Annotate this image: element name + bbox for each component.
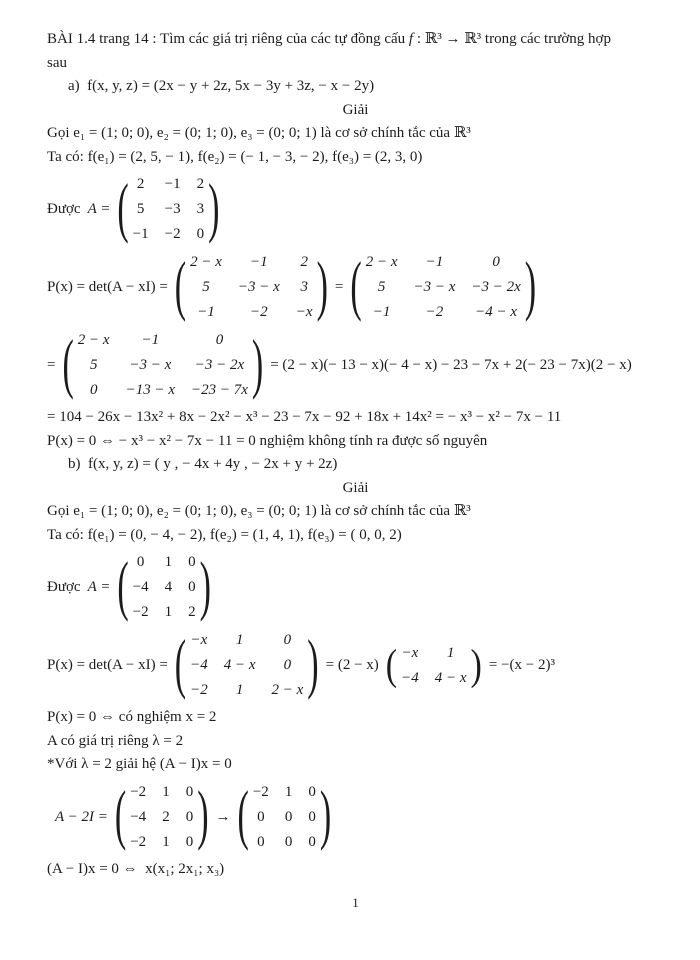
item-label-a: a) [68,78,80,94]
matrix-a-minus-2i [115,780,209,855]
matrix-cell: −2 [252,783,269,800]
matrix-cell: 0 [136,554,145,570]
matrix-cell: 2 − x [271,682,304,698]
matrix-cell: −3 − x [237,279,280,295]
result-expression-b: = −(x − 2)³ [488,657,555,673]
matrix-cell: 4 − x [223,657,256,673]
matrix-cell: 5 [377,279,386,295]
left-paren-icon: ( [385,641,398,689]
matrix-cell: −4 − x [475,304,518,320]
right-paren-icon: ) [319,779,332,853]
conclusion-line-a: P(x) = 0 ⇔ − x³ − x² − 7x − 11 = 0 nghiệm không tính ra được số nguyên [47,432,488,449]
char-poly-expansion-a [47,328,664,403]
expansion-expression-a: = (2 − x)(− 13 − x)(− 4 − x) − 23 − 7x + 2(− 23 − 7x)(2 − x) [270,357,632,373]
matrix-cell: 0 [284,808,293,825]
factor-expression-b: = (2 − x) [325,657,379,673]
function-def-a: f(x, y, z) = (2x − y + 2z, 5x − 3y + 3z, − x − 2y) [87,78,375,94]
left-paren-icon: ( [350,250,362,323]
char-poly-label-a: P(x) = det(A − xI) = [47,279,168,295]
matrix-column-reduced [350,250,536,325]
matrix-grid [129,550,200,625]
matrix-cell: 0 [257,808,265,825]
matrix-grid [249,780,320,855]
matrix-cell: 0 [308,833,316,850]
matrix-grid [362,250,525,325]
char-poly-equation-b [47,628,664,703]
matrix-symbol-a: A = [87,201,111,217]
matrix-cell: 2 [188,604,196,620]
matrix-cell: 0 [188,579,196,595]
left-paren-icon: ( [117,550,129,623]
left-paren-icon: ( [174,628,187,701]
matrix-cell: 0 [284,833,293,850]
matrix-cell: −2 [425,304,444,320]
right-paren-icon: ) [251,328,264,401]
page-number: 1 [352,895,359,910]
title-mapping: : ℝ³ → ℝ³ [413,31,485,47]
matrix-cell: 1 [162,783,170,800]
matrix-cell: −13 − x [125,382,175,398]
matrix-cell: −2 [132,604,149,620]
matrix-cell: −2 [130,783,147,800]
matrix-cell: −3 [164,201,181,217]
matrix-minor-2x2 [386,641,482,691]
matrix-cell: 0 [185,808,194,825]
duoc-label-a: Được [47,201,81,217]
matrix-grid [74,328,252,403]
equals-sign: = [334,279,344,295]
solution-line-b: (A − I)x = 0 ⇔ x(x₁; 2x₁; x₃) [47,860,225,877]
matrix-cell: −4 [130,808,147,825]
left-paren-icon: ( [62,328,74,401]
matrix-cell: 3 [300,279,308,295]
left-paren-icon: ( [114,779,127,853]
matrix-cell: 0 [215,332,224,348]
solution-heading-a: Giải [342,101,369,118]
a-minus-2i-symbol: A − 2I = [55,808,108,825]
matrix-cell: 1 [162,833,170,850]
matrix-cell: −23 − 7x [190,382,248,398]
row-reduction-equation-b [47,780,664,855]
matrix-cell: 1 [164,554,173,570]
matrix-cell: −2 [190,682,208,698]
solution-heading-b: Giải [342,479,369,496]
matrix-cell: −1 [141,332,160,348]
problem-title [47,28,664,52]
root-line-b: P(x) = 0 ⇔ có nghiệm x = 2 [47,709,217,725]
matrix-grid [126,780,197,855]
matrix-cell: 1 [235,632,244,648]
matrix-cell: 0 [492,254,500,270]
poly-simplify-line-a: = 104 − 26x − 13x² + 8x − 2x² − x³ − 23 − 7x − 92 + 18x + 14x² = − x³ − x² − 7x − 11 [47,409,562,425]
basis-line-a: Gọi e₁ = (1; 0; 0), e₂ = (0; 1; 0), e₃ = (0; 0; 1) là cơ sở chính tắc của ℝ³ [47,125,471,141]
left-paren-icon: ( [174,250,187,323]
left-paren-icon: ( [237,779,249,853]
matrix-cell: −1 [197,304,215,320]
matrix-cell: −2 [250,304,268,320]
matrix-symbol-b: A = [87,579,111,595]
matrix-cell: 4 [164,579,173,595]
matrix-cell: 2 − x [77,332,110,348]
matrix-cell: −3 − x [129,357,172,373]
part-a-statement [47,75,664,99]
matrix-a-equation-b [47,550,664,625]
with-lambda-line-b: *Với λ = 2 giải hệ (A − I)x = 0 [47,756,232,772]
matrix-cell: 0 [185,833,194,850]
matrix-cell: 0 [283,632,292,648]
matrix-cell: −1 [164,176,181,192]
right-paren-icon: ) [208,172,220,245]
item-label-b: b) [68,456,81,472]
matrix-cell: −2 [164,226,181,242]
matrix-cell: 4 − x [434,669,467,686]
title-text-cont: trong các trường hợp [484,31,611,47]
matrix-cell: −1 [425,254,444,270]
matrix-cell: 0 [283,657,292,673]
equals-sign: = [47,357,56,373]
part-b-statement [47,453,664,477]
matrix-cell: 3 [196,201,205,217]
matrix-cell: −4 [190,657,208,673]
char-poly-label-b: P(x) = det(A − xI) = [47,657,168,673]
matrix-cell: −4 [132,579,149,595]
right-paren-icon: ) [199,550,211,623]
matrix-cell: 2 − x [365,254,398,270]
matrix-row-echelon [238,780,332,855]
title-function-symbol: f [408,31,414,47]
matrix-cell: 5 [202,279,210,295]
right-paren-icon: ) [316,250,328,323]
matrix-cell: 0 [188,554,196,570]
right-paren-icon: ) [197,779,209,853]
matrix-cell: 2 [300,254,308,270]
left-paren-icon: ( [117,172,129,245]
matrix-grid [129,172,208,247]
title-continuation: sau [47,54,67,71]
matrix-a [117,172,219,247]
images-line-a: Ta có: f(e₁) = (2, 5, − 1), f(e₂) = (− 1, − 3, − 2), f(e₃) = (2, 3, 0) [47,148,423,165]
matrix-cell: 2 − x [190,254,222,270]
right-paren-icon: ) [470,641,482,689]
matrix-cell: 2 [196,176,205,192]
matrix-cell: 0 [308,783,316,800]
matrix-cell: 1 [446,644,455,661]
title-text: BÀI 1.4 trang 14 : Tìm các giá trị riêng của các tự đồng cấu [47,31,409,47]
basis-line-b: Gọi e₁ = (1; 0; 0), e₂ = (0; 1; 0), e₃ = (0; 0; 1) là cơ sở chính tắc của ℝ³ [47,503,471,519]
matrix-cell: −1 [372,304,391,320]
matrix-grid [397,641,470,691]
duoc-label-b: Được [47,579,81,595]
matrix-cell: 2 [136,176,145,192]
right-paren-icon: ) [524,250,537,323]
matrix-cell: 0 [89,382,98,398]
matrix-cell: 1 [164,604,173,620]
matrix-cell: −1 [132,226,149,242]
matrix-grid [186,628,307,703]
matrix-cell: −x [401,644,419,661]
matrix-cell: 1 [284,783,293,800]
matrix-cell: −x [295,304,313,320]
matrix-a-minus-xi-b [175,628,319,703]
matrix-cell: 0 [308,808,316,825]
matrix-grid [186,250,316,325]
matrix-cell: 2 [162,808,170,825]
function-def-b: f(x, y, z) = ( y , − 4x + 4y , − 2x + y + 2z) [88,456,338,472]
matrix-cell: −4 [401,669,419,686]
matrix-cell: 0 [185,783,194,800]
matrix-cell: 5 [136,201,145,217]
matrix-cell: −x [190,632,208,648]
matrix-cell: −3 − x [413,279,456,295]
matrix-cell: −3 − 2x [194,357,245,373]
matrix-a-equation-a [47,172,664,247]
matrix-cell: 5 [89,357,98,373]
matrix-a-b [117,550,211,625]
matrix-cell: −2 [130,833,147,850]
matrix-row-reduced [62,328,263,403]
char-poly-equation-a [47,250,664,325]
matrix-cell: 1 [235,682,244,698]
matrix-a-minus-xi [175,250,328,325]
images-line-b: Ta có: f(e₁) = (0, − 4, − 2), f(e₂) = (1, 4, 1), f(e₃) = ( 0, 0, 2) [47,526,402,543]
right-paren-icon: ) [307,628,319,701]
eigenvalue-line-b: A có giá trị riêng λ = 2 [47,732,184,749]
matrix-cell: −1 [250,254,268,270]
matrix-cell: 0 [196,226,205,242]
right-arrow-icon: → [215,808,231,825]
matrix-cell: 0 [257,833,265,850]
matrix-cell: −3 − 2x [471,279,521,295]
